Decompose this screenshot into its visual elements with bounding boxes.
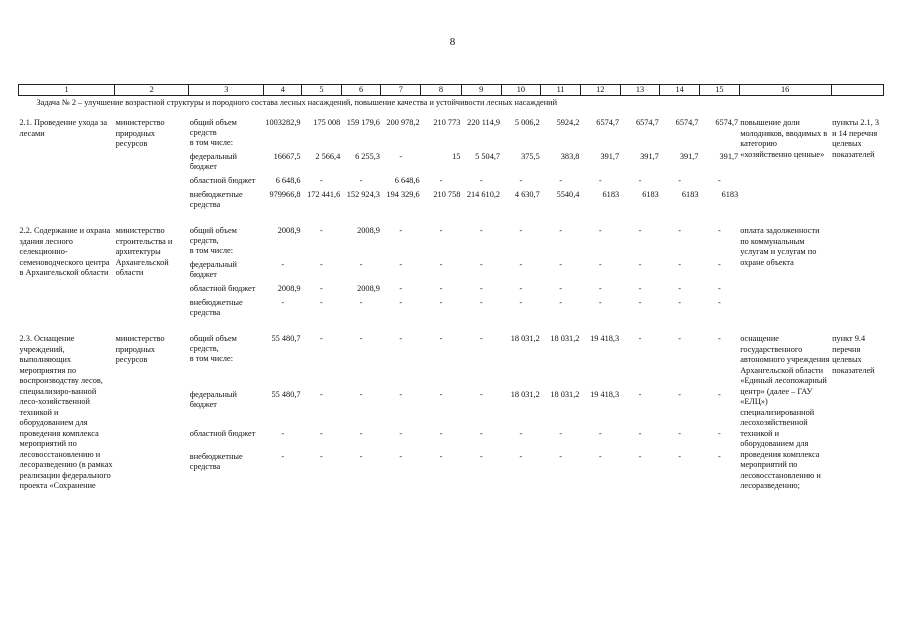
value-cell: - [399,389,403,399]
value-cell: 194 329,6 [386,190,420,199]
value-cell: - [359,176,363,185]
header-cell: 13 [620,85,660,96]
value-cell: - [678,429,682,439]
page-number: 8 [449,36,456,48]
value-cell: - [717,298,721,307]
value-cell: 5924,2 [556,118,580,127]
value-cell: - [559,176,562,185]
funding-source-label: федеральный бюджет [189,260,237,279]
value-cell: - [598,429,602,439]
value-cell: 4 630,7 [514,190,540,199]
value-cell: - [479,452,483,462]
value-cell: - [559,226,562,235]
expected-result: повышение доли молодняков, вводимых в категорию «хозяйственно ценные» [740,118,828,159]
value-cell: 15 [452,152,461,161]
value-cell: 214 610,2 [466,190,501,199]
value-cell: - [559,452,562,462]
value-cell: - [717,452,721,462]
funding-source [189,226,264,260]
target-indicator [831,226,883,322]
value-cell: - [598,298,602,307]
value-cell: 6574,7 [635,118,659,127]
value-cell: 6183 [721,190,739,199]
value-cell: - [439,260,443,269]
value-cell: 18 031,2 [510,389,540,399]
value-cell: - [320,260,323,269]
value-cell: 2008,9 [277,284,301,293]
header-cell: 8 [421,85,462,96]
funding-source-label: общий объем средств, [189,226,237,245]
funding-source-label: областной бюджет [189,429,256,439]
value-cell: - [559,284,562,293]
value-cell: - [479,284,483,293]
funding-source [189,118,264,152]
value-cell: - [281,298,285,307]
table-row [19,334,884,390]
value-cell: 6183 [602,190,620,199]
funding-source [189,429,264,452]
value-cell: 391,7 [719,152,739,161]
funding-source [189,176,264,190]
value-cell: - [439,226,443,235]
funding-source-label: внебюджетные средства [189,452,243,472]
value-cell: - [598,452,602,462]
value-cell: - [399,298,403,307]
value-cell: - [320,176,323,185]
program-table [18,84,884,492]
header-cell: 6 [341,85,381,96]
value-cell: - [399,152,403,161]
value-cell: - [598,284,602,293]
value-cell: - [717,284,721,293]
expected-result: оснащение государственного автономного учреждения Архангельской области «Единый лесопожарный центр» (далее – ГАУ «ЕЛЦ») специализированной лесохозяйственной техникой и оборудованием для проведения комплекса мероприятий по лесовосстановлению и лесоразведению; [740,334,830,490]
value-cell: 391,7 [679,152,699,161]
value-cell: - [678,284,682,293]
value-cell: - [439,284,443,293]
value-cell: - [638,226,642,235]
value-cell: - [638,284,642,293]
value-cell: 18 031,2 [510,334,540,343]
value-cell: 175 008 [313,118,341,127]
value-cell: - [281,260,285,269]
funding-source [189,152,264,176]
header-cell: 15 [700,85,740,96]
value-cell: - [320,334,323,343]
value-cell: 55 480,7 [271,389,301,399]
spacer-cell [19,214,884,226]
value-cell: - [717,260,721,269]
value-cell: - [519,429,523,439]
value-cell: 6574,7 [675,118,699,127]
value-cell: - [320,298,323,307]
value-cell: - [717,429,721,439]
funding-source-label: общий объем средств [189,118,237,137]
value-cell: 18 031,2 [550,389,580,399]
funding-source [189,390,264,429]
header-cell: 12 [580,85,620,96]
value-cell: - [559,429,562,439]
value-cell: 6 648,6 [275,176,301,185]
value-cell: 6183 [642,190,659,199]
value-cell: - [439,389,443,399]
value-cell: - [638,389,642,399]
value-cell: 375,5 [521,152,540,161]
value-cell: - [320,284,323,293]
value-cell: - [479,389,483,399]
value-cell: 18 031,2 [550,334,580,343]
value-cell: - [359,260,363,269]
value-cell: 979966,8 [269,190,301,199]
value-cell: 2 566,4 [315,152,341,161]
value-cell: 5 504,7 [475,152,501,161]
value-cell: 1003282,9 [265,118,301,127]
value-cell: - [717,226,721,235]
value-cell: 55 480,7 [271,334,301,343]
value-cell: - [598,226,602,235]
value-cell: - [519,298,523,307]
value-cell: 383,8 [560,152,580,161]
value-cell: - [479,176,483,185]
value-cell: 2008,9 [357,226,380,235]
funding-source-label: федеральный бюджет [189,152,237,171]
value-cell: - [359,452,363,462]
header-cell: 9 [461,85,501,96]
value-cell: - [439,452,443,462]
funding-source-sub: в том числе: [189,246,234,255]
funding-source-label: федеральный бюджет [189,389,237,409]
value-cell: 19 418,3 [590,334,620,343]
value-cell: - [678,176,682,185]
value-cell: - [399,284,403,293]
row-spacer [19,322,884,334]
value-cell: - [559,260,562,269]
target-indicator: пункт 9.4 перечня целевых показателей [832,334,875,375]
header-cell: 3 [189,85,264,96]
value-cell: - [320,429,323,439]
header-cell: 4 [264,85,302,96]
header-cell: 14 [660,85,700,96]
value-cell: 2008,9 [357,284,380,293]
value-cell: - [320,226,323,235]
value-cell: - [638,176,642,185]
value-cell: - [359,298,363,307]
executor: министерство природных ресурсов [115,118,165,148]
value-cell: - [598,176,602,185]
funding-source-sub: в том числе: [189,138,234,147]
value-cell: - [281,452,285,462]
spacer-cell [19,322,884,334]
header-cell: 10 [501,85,541,96]
header-cell: 5 [302,85,342,96]
value-cell: 19 418,3 [590,389,620,399]
funding-source-label: областной бюджет [189,284,256,293]
value-cell: - [638,452,642,462]
header-cell: 1 [19,85,115,96]
funding-source-label: общий объем средств, [189,334,237,353]
value-cell: 172 441,6 [307,190,341,199]
task-row [19,96,884,119]
header-cell: 2 [115,85,189,96]
value-cell: - [479,260,483,269]
value-cell: 210 758 [433,190,461,199]
value-cell: 6 648,6 [394,176,420,185]
value-cell: - [519,260,523,269]
value-cell: - [678,334,682,343]
table-row [19,118,884,152]
value-cell: - [479,226,483,235]
funding-source [189,260,264,284]
funding-source [189,284,264,298]
funding-source-label: областной бюджет [189,176,256,185]
executor: министерство строительства и архитектуры Архангельской области [115,226,173,277]
value-cell: - [519,176,523,185]
activity-name: 2.1. Проведение ухода за лесами [19,118,108,138]
value-cell: - [399,226,403,235]
value-cell: - [320,452,323,462]
activity-name: 2.2. Содержание и охрана здания лесного селекционно-семеноводческого центра в Архангельской области [19,226,111,277]
activity-name: 2.3. Оснащение учреждений, выполняющих мероприятия по воспроизводству лесов, специализиро-ванной лесо-хозяйственной техникой и оборудованием для проведения комплекса мероприятий по лесовосстановлению и лесоразведению (в рамках реализации федерального проекта «Сохранение [19,334,113,490]
value-cell: - [638,260,642,269]
row-spacer [19,214,884,226]
value-cell: - [359,334,363,343]
value-cell: - [439,429,443,439]
value-cell: - [320,389,323,399]
value-cell: - [281,429,285,439]
value-cell: - [359,429,363,439]
value-cell: - [638,298,642,307]
executor: министерство природных ресурсов [115,334,165,364]
value-cell: 391,7 [640,152,659,161]
value-cell: 210 773 [433,118,461,127]
value-cell: - [678,226,682,235]
table-row [19,226,884,260]
value-cell: - [399,260,403,269]
value-cell: - [678,260,682,269]
value-cell: - [678,452,682,462]
value-cell: - [678,389,682,399]
value-cell: 152 924,3 [346,190,380,199]
header-cell: 7 [381,85,421,96]
value-cell: 6 255,3 [355,152,380,161]
funding-source [189,452,264,491]
header-cell: 16 [739,85,831,96]
value-cell: - [439,298,443,307]
value-cell: - [399,429,403,439]
value-cell: - [717,389,721,399]
value-cell: - [479,334,483,343]
value-cell: - [519,226,523,235]
target-indicator: пункты 2.1, 3 и 14 перечня целевых показателей [832,118,880,159]
funding-source [189,334,264,390]
value-cell: - [439,176,443,185]
funding-source [189,298,264,322]
value-cell: - [399,452,403,462]
header-cell [831,85,883,96]
value-cell: - [439,334,443,343]
value-cell: 2008,9 [277,226,301,235]
value-cell: - [598,260,602,269]
funding-source [189,190,264,214]
value-cell: 391,7 [600,152,620,161]
funding-source-sub: в том числе: [189,354,234,363]
value-cell: 6183 [681,190,699,199]
value-cell: - [519,284,523,293]
value-cell: - [717,176,721,185]
value-cell: - [638,429,642,439]
value-cell: 5540,4 [556,190,580,199]
value-cell: - [479,429,483,439]
value-cell: 220 114,9 [467,118,501,127]
value-cell: 159 179,6 [346,118,380,127]
expected-result: оплата задолженности по коммунальным услугам и услугам по охране объекта [740,226,820,267]
value-cell: - [479,298,483,307]
value-cell: 5 006,2 [514,118,540,127]
value-cell: - [399,334,403,343]
task-title: Задача № 2 – улучшение возрастной структуры и породного состава лесных насаждений, повышение качества и устойчивости лесных насаждений [36,98,558,107]
value-cell: - [678,298,682,307]
value-cell: - [559,298,562,307]
value-cell: 6574,7 [596,118,620,127]
funding-source-label: внебюджетные средства [189,190,243,209]
value-cell: - [638,334,642,343]
funding-source-label: внебюджетные средства [189,298,243,317]
table-header-row [19,85,884,96]
header-cell: 11 [541,85,581,96]
value-cell: 16667,5 [273,152,301,161]
value-cell: 6574,7 [715,118,739,127]
value-cell: 200 978,2 [386,118,420,127]
value-cell: - [519,452,523,462]
value-cell: - [717,334,721,343]
value-cell: - [359,389,363,399]
